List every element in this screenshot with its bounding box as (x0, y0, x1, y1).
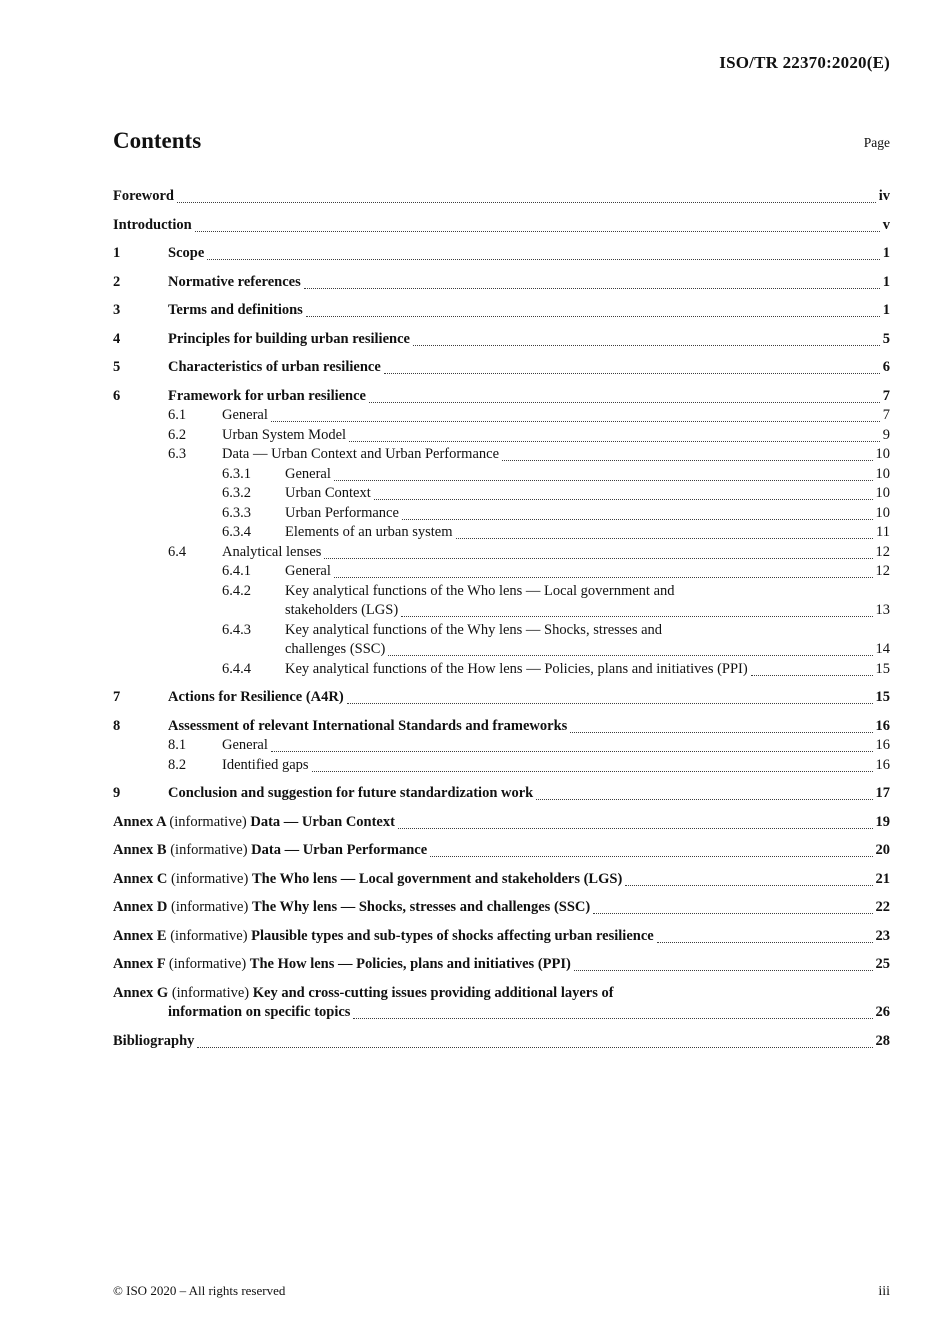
toc-entry-number: 6.3.4 (222, 524, 251, 540)
toc-page-number: 13 (875, 602, 890, 618)
toc-entry-number: 6.4.1 (222, 563, 251, 579)
toc-entry-title: Conclusion and suggestion for future standardization work (168, 785, 534, 801)
toc-page-number: 1 (882, 245, 890, 261)
toc-entry-body (168, 387, 890, 407)
toc-entry (113, 870, 890, 890)
toc-entry-title: Key analytical functions of the Who lens — Local government and (285, 582, 675, 599)
dot-leader (654, 927, 876, 947)
toc-entry-title: Characteristics of urban resilience (168, 359, 381, 375)
dot-leader (381, 358, 883, 378)
toc-entry-title: Identified gaps (222, 756, 309, 773)
toc-entry (113, 582, 890, 621)
toc-entry-number: 4 (113, 330, 121, 347)
toc-entry-number: 2 (113, 273, 121, 290)
toc-page-number: 6 (882, 359, 890, 375)
toc-entry-title: Analytical lenses (222, 543, 322, 560)
toc-entry (113, 562, 890, 582)
toc-page-number: 19 (875, 813, 890, 830)
toc-entry-body (113, 898, 890, 918)
toc-entry-title: Bibliography (113, 1032, 195, 1049)
toc-entry (113, 216, 890, 236)
toc-page-number: 9 (882, 426, 890, 443)
toc-list (113, 178, 890, 1051)
dot-leader (309, 756, 876, 776)
toc-entry (113, 756, 890, 776)
toc-entry (113, 387, 890, 407)
toc-page-number: 17 (875, 785, 890, 801)
toc-entry (113, 358, 890, 378)
dot-leader (395, 813, 876, 833)
page-footer (113, 1283, 890, 1300)
toc-entry-title: Principles for building urban resilience (168, 330, 410, 347)
toc-page-number: 11 (876, 524, 890, 540)
toc-page-number: 1 (882, 302, 890, 318)
toc-entry-number: 6.3 (168, 446, 187, 462)
toc-page-number: 12 (875, 543, 890, 560)
toc-entry-body (222, 426, 890, 446)
toc-entry-number: 6.3.2 (222, 485, 251, 501)
toc-entry-body (168, 784, 890, 804)
dot-leader (499, 445, 875, 465)
toc-entry (113, 426, 890, 446)
toc-entry (113, 523, 890, 543)
toc-entry-title: Terms and definitions (168, 302, 303, 318)
toc-entry (113, 330, 890, 350)
toc-page-number: 5 (882, 330, 890, 347)
dot-leader (410, 330, 883, 350)
dot-leader (303, 301, 883, 321)
toc-page-number: 23 (875, 927, 890, 944)
toc-entry-body (285, 621, 890, 660)
toc-entry-body (168, 717, 890, 737)
toc-entry (113, 244, 890, 264)
toc-entry (113, 813, 890, 833)
toc-entry-body (168, 330, 890, 350)
toc-entry-title: General (285, 563, 331, 579)
dot-leader (350, 1003, 875, 1023)
toc-entry-title: General (222, 737, 268, 753)
toc-entry-body (168, 244, 890, 264)
contents-title: Contents (113, 128, 202, 153)
toc-entry-number: 8.2 (168, 756, 187, 773)
toc-entry-number: 6.2 (168, 426, 187, 443)
dot-leader (385, 640, 875, 660)
toc-entry-body (285, 562, 890, 582)
toc-entry-body (285, 660, 890, 680)
toc-entry-number: 6.4.4 (222, 660, 251, 677)
toc-page-number: 15 (875, 689, 890, 705)
toc-entry-title: Framework for urban resilience (168, 387, 366, 404)
toc-entry-title: Urban Context (285, 485, 371, 501)
dot-leader (567, 717, 875, 737)
toc-entry (113, 187, 890, 207)
toc-entry-title: Annex C (informative) The Who lens — Local government and stakeholders (LGS) (113, 870, 623, 887)
toc-page-number: 16 (875, 756, 890, 773)
dot-leader (268, 406, 883, 426)
dot-leader (204, 244, 883, 264)
toc-page-number: 7 (882, 407, 890, 423)
toc-entry-number: 7 (113, 689, 121, 705)
dot-leader (571, 955, 876, 975)
toc-entry (113, 543, 890, 563)
toc-entry (113, 484, 890, 504)
toc-entry (113, 927, 890, 947)
toc-page-number: 16 (875, 737, 890, 753)
toc-entry (113, 688, 890, 708)
toc-page-number: 14 (875, 641, 890, 657)
dot-leader (174, 187, 879, 207)
toc-entry (113, 898, 890, 918)
toc-entry (113, 717, 890, 737)
toc-entry (113, 301, 890, 321)
toc-entry-body (285, 484, 890, 504)
toc-entry-number: 5 (113, 359, 121, 375)
toc-entry-number: 6.3.3 (222, 504, 251, 521)
toc-entry-title: Annex B (informative) Data — Urban Performance (113, 842, 428, 858)
toc-entry-number: 6 (113, 387, 121, 404)
dot-leader (427, 841, 875, 861)
toc-page-number: 26 (875, 1004, 890, 1020)
toc-entry (113, 984, 890, 1023)
toc-entry-title: Elements of an urban system (285, 524, 453, 540)
dot-leader (268, 736, 876, 756)
toc-entry-body (222, 406, 890, 426)
toc-page-number: iv (878, 188, 890, 204)
toc-entry-body (113, 955, 890, 975)
toc-entry-title: Annex G (informative) Key and cross-cutting issues providing additional layers of (113, 984, 614, 1001)
toc-page-number: 12 (875, 563, 890, 579)
toc-page-number: 20 (875, 842, 890, 858)
toc-entry-number: 6.4 (168, 543, 187, 560)
toc-entry (113, 841, 890, 861)
dot-leader (748, 660, 876, 680)
contents-header (113, 128, 890, 154)
toc-entry-body (113, 216, 890, 236)
dot-leader (371, 484, 876, 504)
toc-entry (113, 273, 890, 293)
toc-entry (113, 504, 890, 524)
toc-entry (113, 1032, 890, 1052)
toc-entry-body (113, 984, 890, 1023)
page-column-label: Page (863, 135, 890, 150)
toc-entry (113, 465, 890, 485)
toc-entry (113, 445, 890, 465)
toc-page-number: 15 (875, 660, 890, 677)
toc-entry-number: 8.1 (168, 737, 187, 753)
toc-entry-body (113, 1032, 890, 1052)
dot-leader (622, 870, 875, 890)
dot-leader (194, 1032, 875, 1052)
toc-entry-body (113, 927, 890, 947)
toc-entry-body (168, 688, 890, 708)
toc-page-number: 25 (875, 956, 890, 972)
toc-entry-title: Actions for Resilience (A4R) (168, 689, 344, 705)
toc-entry-number: 8 (113, 717, 121, 734)
toc-entry-title: challenges (SSC) (285, 641, 386, 657)
toc-entry-body (285, 504, 890, 524)
toc-entry-title: Scope (168, 245, 205, 261)
toc-entry-body (222, 543, 890, 563)
toc-entry-body (113, 870, 890, 890)
toc-page-number: 1 (882, 273, 890, 290)
dot-leader (346, 426, 883, 446)
toc-page-number: 10 (875, 465, 890, 482)
toc-entry-body (168, 301, 890, 321)
dot-leader (331, 465, 876, 485)
toc-page-number: 16 (875, 717, 890, 734)
toc-entry-number: 6.3.1 (222, 465, 251, 482)
toc-page-number: 28 (875, 1032, 890, 1049)
toc-entry-title: Annex E (informative) Plausible types and sub-types of shocks affecting urban resilience (113, 927, 654, 944)
toc-entry-title: Introduction (113, 216, 192, 233)
dot-leader (366, 387, 883, 407)
copyright-notice: © ISO 2020 – All rights reserved (113, 1283, 286, 1298)
dot-leader (590, 898, 875, 918)
dot-leader (344, 688, 876, 708)
toc-entry-number: 6.1 (168, 407, 187, 423)
toc-page-number: v (882, 216, 890, 233)
toc-entry-body (113, 841, 890, 861)
toc-entry (113, 660, 890, 680)
toc-entry (113, 955, 890, 975)
dot-leader (331, 562, 876, 582)
toc-entry-body (113, 813, 890, 833)
toc-page-number: 10 (875, 446, 890, 462)
toc-entry-body (113, 187, 890, 207)
toc-entry-number: 6.4.3 (222, 621, 251, 638)
dot-leader (192, 216, 883, 236)
dot-leader (399, 504, 876, 524)
toc-page-number: 7 (882, 387, 890, 404)
dot-leader (533, 784, 875, 804)
toc-entry-title: Normative references (168, 273, 301, 290)
toc-entry-title: Annex A (informative) Data — Urban Context (113, 813, 395, 830)
toc-entry-number: 3 (113, 302, 121, 318)
toc-entry-number: 9 (113, 785, 121, 801)
toc-entry-body (285, 523, 890, 543)
toc-page-number: 10 (875, 504, 890, 521)
toc-entry-body (222, 756, 890, 776)
toc-page-number: 22 (875, 899, 890, 915)
toc-entry-body (168, 273, 890, 293)
toc-entry-title: Key analytical functions of the How lens — Policies, plans and initiatives (PPI) (285, 660, 748, 677)
toc-entry-title: Urban Performance (285, 504, 399, 521)
dot-leader (321, 543, 875, 563)
toc-entry-body (285, 582, 890, 621)
toc-entry (113, 406, 890, 426)
document-reference: ISO/TR 22370:2020(E) (719, 53, 890, 72)
toc-entry-title: Annex F (informative) The How lens — Policies, plans and initiatives (PPI) (113, 956, 571, 972)
toc-entry (113, 736, 890, 756)
dot-leader (301, 273, 883, 293)
toc-entry-number: 1 (113, 245, 121, 261)
dot-leader (398, 601, 875, 621)
toc-entry-title: Urban System Model (222, 426, 347, 443)
toc-entry-title: Annex D (informative) The Why lens — Shocks, stresses and challenges (SSC) (113, 899, 591, 915)
toc-entry-title: Key analytical functions of the Why lens — Shocks, stresses and (285, 621, 663, 638)
toc-entry-title: information on specific topics (168, 1004, 351, 1020)
toc-entry-title: General (222, 407, 268, 423)
toc-entry (113, 621, 890, 660)
toc-entry-title: Data — Urban Context and Urban Performance (222, 446, 500, 462)
toc-entry-title: General (285, 465, 331, 482)
toc-entry (113, 784, 890, 804)
toc-page-number: 21 (875, 870, 890, 887)
toc-page-number: 10 (875, 485, 890, 501)
toc-entry-title: Foreword (113, 188, 174, 204)
toc-entry-body (168, 358, 890, 378)
toc-entry-title: stakeholders (LGS) (285, 602, 399, 618)
dot-leader (453, 523, 877, 543)
folio-page-number: iii (878, 1284, 890, 1299)
toc-entry-title: Assessment of relevant International Standards and frameworks (168, 717, 568, 734)
toc-entry-body (285, 465, 890, 485)
toc-entry-body (222, 445, 890, 465)
toc-entry-number: 6.4.2 (222, 582, 251, 599)
toc-entry-body (222, 736, 890, 756)
